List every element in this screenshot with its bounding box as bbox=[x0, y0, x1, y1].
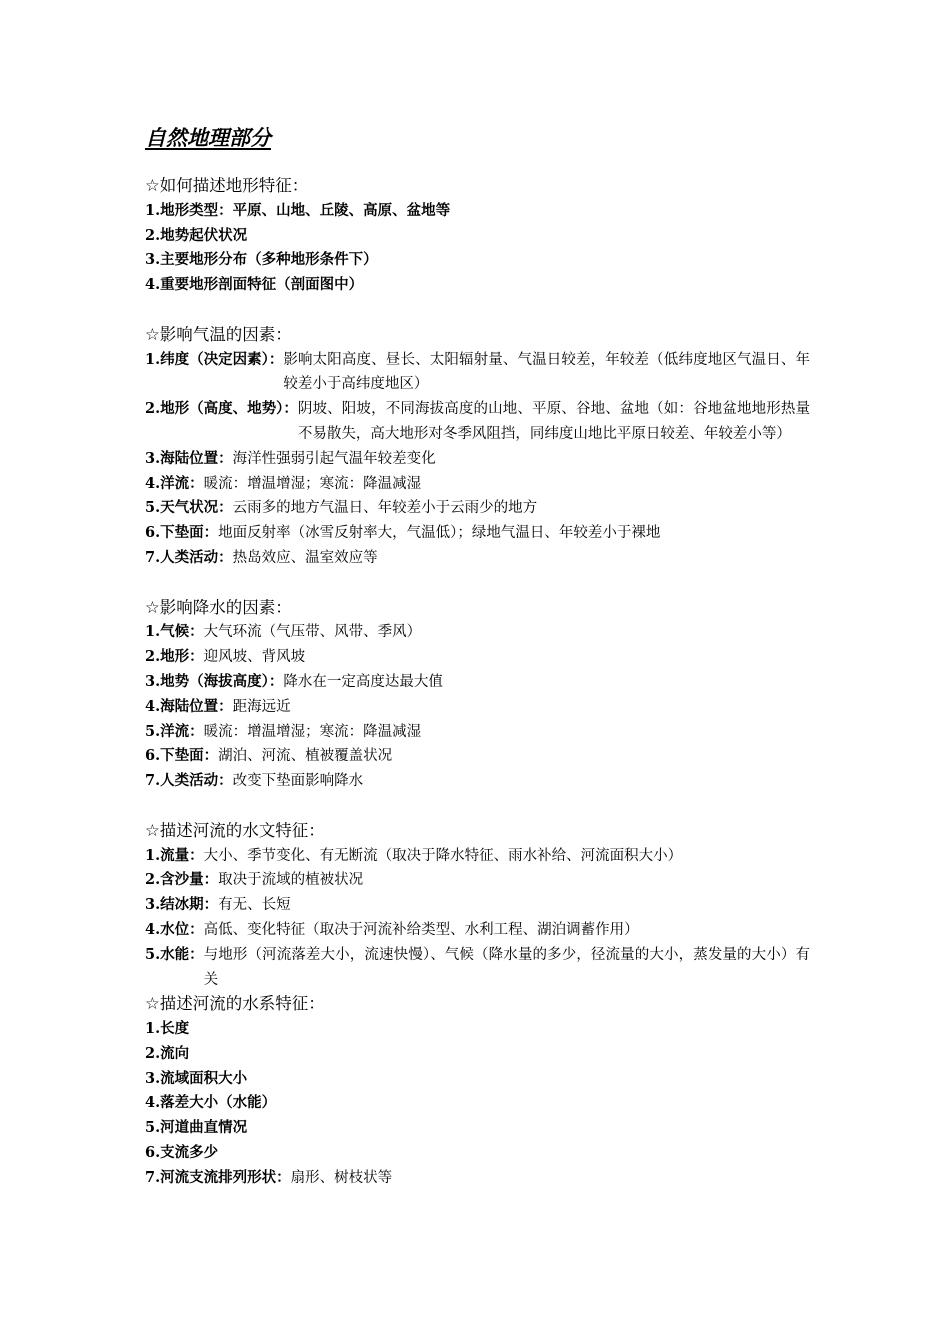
list-item bbox=[145, 348, 810, 398]
list-item bbox=[145, 1091, 810, 1116]
item-label: 1.长度 bbox=[145, 1020, 190, 1038]
item-text: 迎风坡、背风坡 bbox=[203, 649, 306, 666]
section-river-system bbox=[145, 992, 810, 1190]
item-text: 海洋性强弱引起气温年较差变化 bbox=[232, 450, 436, 467]
item-text: 降水在一定高度达最大值 bbox=[283, 673, 443, 690]
item-text: 暖流：增温增湿；寒流：降温减湿 bbox=[203, 723, 422, 740]
item-label: 4.海陆位置： bbox=[145, 697, 233, 715]
item-label: 5.水能： bbox=[145, 945, 204, 963]
item-label: 1.纬度（决定因素）： bbox=[145, 350, 284, 368]
item-label: 4.落差大小（水能） bbox=[145, 1094, 277, 1112]
list-item bbox=[145, 472, 810, 497]
item-label: 4.水位： bbox=[145, 920, 204, 938]
item-text: 与地形（河流落差大小，流速快慢）、气候（降水量的多少，径流量的大小，蒸发量的大小）有关 bbox=[203, 946, 810, 988]
list-item bbox=[145, 1067, 810, 1092]
list-item bbox=[145, 496, 810, 521]
section-temperature bbox=[145, 323, 810, 571]
list-item bbox=[145, 273, 810, 298]
list-item bbox=[145, 844, 810, 869]
item-text: 高低、变化特征（取决于河流补给类型、水利工程、湖泊调蓄作用） bbox=[203, 921, 639, 938]
item-text: 地面反射率（冰雪反射率大，气温低）；绿地气温日、年较差小于裸地 bbox=[218, 525, 661, 542]
list-item bbox=[145, 893, 810, 918]
item-text: 影响太阳高度、昼长、太阳辐射量、气温日较差，年较差（低纬度地区气温日、年较差小于高纬度地区） bbox=[283, 351, 810, 393]
list-item bbox=[145, 620, 810, 645]
list-item bbox=[145, 744, 810, 769]
item-label: 1.气候： bbox=[145, 623, 204, 641]
list-item bbox=[145, 546, 810, 571]
section-heading: ☆描述河流的水文特征： bbox=[145, 820, 325, 840]
list-item bbox=[145, 868, 810, 893]
item-label: 7.人类活动： bbox=[145, 772, 233, 790]
item-label: 1.地形类型：平原、山地、丘陵、高原、盆地等 bbox=[145, 201, 451, 219]
list-item bbox=[145, 670, 810, 695]
item-text: 云雨多的地方气温日、年较差小于云雨少的地方 bbox=[232, 500, 538, 517]
list-item bbox=[145, 521, 810, 546]
item-text: 热岛效应、温室效应等 bbox=[232, 549, 378, 566]
item-text: 距海远近 bbox=[232, 698, 291, 715]
list-item bbox=[145, 199, 810, 224]
item-label: 7.人类活动： bbox=[145, 548, 233, 566]
item-text: 大小、季节变化、有无断流（取决于降水特征、雨水补给、河流面积大小） bbox=[203, 847, 683, 864]
item-text: 湖泊、河流、植被覆盖状况 bbox=[218, 748, 393, 765]
item-label: 5.天气状况： bbox=[145, 499, 233, 517]
section-heading: ☆影响气温的因素： bbox=[145, 324, 292, 344]
item-text: 改变下垫面影响降水 bbox=[232, 773, 364, 790]
item-text: 大气环流（气压带、风带、季风） bbox=[203, 624, 422, 641]
item-text: 阴坡、阳坡，不同海拔高度的山地、平原、谷地、盆地（如：谷地盆地地形热量不易散失，高大地形对冬季风阻挡，同纬度山地比平原日较差、年较差小等） bbox=[297, 401, 810, 442]
list-item bbox=[145, 1017, 810, 1042]
item-label: 6.支流多少 bbox=[145, 1144, 219, 1162]
item-label: 4.洋流： bbox=[145, 474, 204, 492]
list-item bbox=[145, 248, 810, 273]
item-label: 2.地势起伏状况 bbox=[145, 226, 248, 244]
section-heading: ☆影响降水的因素： bbox=[145, 597, 292, 617]
item-label: 7.河流支流排列形状： bbox=[145, 1168, 291, 1186]
section-hydrology bbox=[145, 819, 810, 993]
document-body bbox=[145, 174, 810, 1215]
list-item bbox=[145, 1141, 810, 1166]
list-item bbox=[145, 447, 810, 472]
item-label: 5.洋流： bbox=[145, 722, 204, 740]
list-item bbox=[145, 645, 810, 670]
list-item bbox=[145, 1042, 810, 1067]
page-title: 自然地理部分 bbox=[145, 126, 271, 150]
section-terrain bbox=[145, 174, 810, 298]
item-label: 2.流向 bbox=[145, 1044, 190, 1062]
item-text: 取决于流域的植被状况 bbox=[218, 872, 364, 889]
item-label: 3.流域面积大小 bbox=[145, 1069, 248, 1087]
section-heading: ☆如何描述地形特征： bbox=[145, 176, 309, 195]
item-label: 3.海陆位置： bbox=[145, 449, 233, 467]
list-item bbox=[145, 769, 810, 794]
item-label: 6.下垫面： bbox=[145, 747, 219, 765]
item-label: 2.地形： bbox=[145, 648, 204, 666]
item-label: 3.地势（海拔高度）： bbox=[145, 672, 284, 690]
item-label: 2.含沙量： bbox=[145, 871, 219, 889]
item-label: 4.重要地形剖面特征（剖面图中） bbox=[145, 276, 364, 294]
list-item bbox=[145, 1116, 810, 1141]
item-text: 暖流：增温增湿；寒流：降温减湿 bbox=[203, 475, 422, 492]
item-label: 3.主要地形分布（多种地形条件下） bbox=[145, 251, 378, 269]
list-item bbox=[145, 397, 810, 447]
item-label: 5.河道曲直情况 bbox=[145, 1119, 248, 1137]
item-label: 2.地形（高度、地势）： bbox=[145, 400, 298, 418]
list-item bbox=[145, 720, 810, 745]
item-label: 1.流量： bbox=[145, 846, 204, 864]
item-label: 6.下垫面： bbox=[145, 524, 219, 542]
section-heading: ☆描述河流的水系特征： bbox=[145, 994, 325, 1014]
list-item bbox=[145, 943, 810, 993]
list-item bbox=[145, 695, 810, 720]
list-item bbox=[145, 224, 810, 249]
item-label: 3.结冰期： bbox=[145, 896, 219, 914]
item-text: 扇形、树枝状等 bbox=[290, 1169, 393, 1186]
item-text: 有无、长短 bbox=[218, 897, 291, 914]
section-precipitation bbox=[145, 596, 810, 794]
list-item bbox=[145, 1166, 810, 1191]
list-item bbox=[145, 918, 810, 943]
